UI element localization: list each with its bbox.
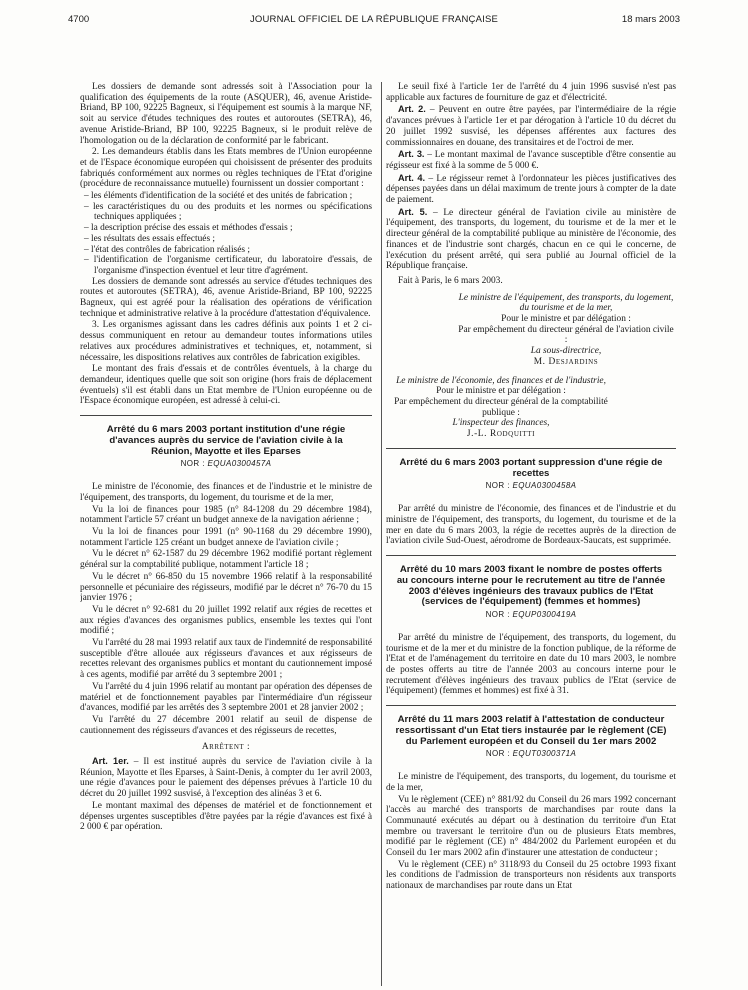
arrete-title: Arrêté du 10 mars 2003 fixant le nombre de postes offerts au concours interne pour le recrutement au titre de l'année 2003 d'élèves ingénieurs des travaux publics de l'Etat (services de l'équipement) (femmes et hommes) (396, 563, 666, 608)
nor-reference (386, 749, 676, 760)
paragraph: Le ministre de l'économie, des finances et de l'industrie et le ministre de l'équipement, des transports, du logement, du tourisme et de la mer, (80, 482, 372, 503)
paragraph: 3. Les organismes agissant dans les cadres définis aux points 1 et 2 ci-dessus communiquent en retour au demandeur toutes informations utiles relatives aux procédures administratives et techniques, et, notamment, si nécessaire, les dispositions relatives aux contrôles de fabrication exigibles. (80, 320, 372, 363)
arretent-heading: Arrêtent : (201, 742, 251, 753)
section-separator (386, 705, 676, 706)
paragraph: Par arrêté du ministre de l'économie, des finances et de l'industrie et du ministre de l'équipement, des transports, du logement, du tourisme et de la mer en date du 6 mars 2003, la régie de recettes auprès de la direction de l'aviation civile Sud-Ouest, aérodrome de Bordeaux-Saucats, est supprimée. (386, 504, 676, 547)
paragraph: Vu l'arrêté du 27 décembre 2001 relatif au seuil de dispense de cautionnement des régisseurs d'avances et des régisseurs de recettes, (80, 714, 372, 736)
article-paragraph (386, 207, 676, 272)
list-item: – l'état des contrôles de fabrication réalisés ; (80, 245, 372, 256)
list-item: – l'identification de l'organisme certificateur, du laboratoire d'essais, de l'organisme d'inspection éventuel et leur titre d'agrément. (80, 255, 372, 276)
signature-line: Pour le ministre et par délégation : (436, 386, 566, 397)
signatory-minister: Le ministre de l'équipement, des transports, du logement, du tourisme et de la mer, (458, 292, 674, 314)
signature-line: Pour le ministre et par délégation : (501, 314, 631, 325)
article-label: Art. 1er. (92, 756, 129, 767)
section-separator (386, 448, 676, 449)
article-text: – Le montant maximal de l'avance susceptible d'être consentie au régisseur est fixé à la somme de 5 000 €. (386, 150, 676, 171)
nor-label: NOR : (180, 459, 205, 469)
nor-code: EQUA0300457A (207, 459, 272, 469)
nor-code: EQUT0300371A (512, 749, 577, 759)
signatory-name: M. Desjardins (533, 356, 599, 367)
article-paragraph (386, 173, 676, 206)
arrete-title: Arrêté du 11 mars 2003 relatif à l'attestation de conducteur ressortissant d'un Etat tiers instaurée par le règlement (CE) du Parlement européen et du Conseil du 1er mars 2002 (395, 714, 667, 747)
paragraph: Par arrêté du ministre de l'équipement, des transports, du logement, du tourisme et de la mer et du ministre de la fonction publique, de la réforme de l'Etat et de l'aménagement du territoire en date du 10 mars 2003, le nombre de postes offerts au titre de l'année 2003 au concours interne pour le recrutement d'élèves ingénieurs des travaux publics de l'Etat (service de l'équipement) (femmes et hommes) est fixé à 31. (386, 632, 676, 697)
nor-label: NOR : (485, 749, 511, 759)
signatory-role: L'inspecteur des finances, (452, 418, 550, 429)
article-text: – Le directeur général de l'aviation civile au ministère de l'équipement, des transports, du logement, du tourisme et de la mer et le directeur général de la comptabilité publique au ministère de l'économie, des finances et de l'industrie sont chargés, chacun en ce qui le concerne, de l'exécution du présent arrêté, qui sera publié au Journal officiel de la République française. (386, 207, 676, 272)
paragraph: Vu l'arrêté du 28 mai 1993 relatif aux taux de l'indemnité de responsabilité susceptible d'être allouée aux régisseurs d'avances et aux régisseurs de recettes relevant des organismes publics et montant du cautionnement imposé à ces agents, modifié par arrêté du 3 septembre 2001 ; (80, 638, 372, 681)
column-divider (381, 82, 382, 986)
list-item: – les éléments d'identification de la société et des unités de fabrication ; (80, 191, 372, 202)
signatory-name: J.-L. Rodquitti (466, 429, 536, 440)
signatory-minister: Le ministre de l'économie, des finances et de l'industrie, (396, 375, 606, 386)
place-date: Fait à Paris, le 6 mars 2003. (398, 275, 503, 286)
paragraph: Vu la loi de finances pour 1985 (n° 84-1208 du 29 décembre 1984), notamment l'article 57 créant un budget annexe de la navigation aérienne ; (80, 504, 372, 526)
nor-label: NOR : (485, 481, 510, 491)
paragraph: Le montant maximal des dépenses de matériel et de fonctionnement et dépenses urgentes susceptibles d'être payées par la régie d'avances est fixé à 2 000 € par opération. (80, 800, 372, 833)
paragraph: Vu le décret n° 92-681 du 20 juillet 1992 relatif aux régies de recettes et aux régies d'avances des organismes publics, ensemble les textes qui l'ont modifié ; (80, 604, 372, 637)
page-number: 4700 (68, 14, 90, 25)
paragraph: Vu le règlement (CEE) n° 3118/93 du Conseil du 25 octobre 1993 fixant les conditions de l'admission de transporteurs non résidents aux transports nationaux de marchandises par route dans un Etat (386, 859, 676, 892)
article-label: Art. 3. (398, 149, 425, 160)
nor-reference (80, 459, 372, 470)
article-paragraph (386, 104, 676, 148)
signature-line: Par empêchement du directeur général de l'aviation civile : (458, 324, 674, 346)
journal-title: JOURNAL OFFICIEL DE LA RÉPUBLIQUE FRANÇAISE (249, 14, 499, 25)
paragraph: Le ministre de l'équipement, des transports, du logement, du tourisme et de la mer, (386, 772, 676, 793)
issue-date: 18 mars 2003 (621, 14, 680, 25)
paragraph: Les dossiers de demande sont adressés au service d'études techniques des routes et autoroutes (SETRA), 46, avenue Aristide-Briand, BP 100, 92225 Bagneux, qui est agréé pour la réalisation des opérations de vérification technique et administrative relative à la procédure d'attestation d'équivalence. (80, 276, 372, 319)
article-paragraph (386, 149, 676, 171)
paragraph: Le seuil fixé à l'article 1er de l'arrêté du 4 juin 1996 susvisé n'est pas applicable aux factures de fourniture de gaz et d'électricité. (386, 82, 676, 103)
paragraph: Vu le décret n° 66-850 du 15 novembre 1966 relatif à la responsabilité personnelle et pécuniaire des régisseurs, modifié par le décret n° 76-70 du 15 janvier 1976 ; (80, 571, 372, 604)
paragraph: Vu l'arrêté du 4 juin 1996 relatif au montant par opération des dépenses de matériel et de fonctionnement payables par l'intermédiaire d'un régisseur d'avances, modifié par les arrêtés des 3 septembre 2001 et 28 janvier 2002 ; (80, 681, 372, 714)
paragraph: Le montant des frais d'essais et de contrôles éventuels, à la charge du demandeur, identiques quelle que soit son origine (hors frais de déplacement éventuels) s'il est établi dans un Etat membre de l'Union européenne ou de l'Espace économique européen, est adressé à celui-ci. (80, 364, 372, 407)
paragraph: Vu la loi de finances pour 1991 (n° 90-1168 du 29 décembre 1990), notamment l'article 125 créant un budget annexe de l'aviation civile ; (80, 527, 372, 548)
article-text: – Le régisseur remet à l'ordonnateur les pièces justificatives des dépenses payées dans un délai maximum de trente jours à compter de la date de paiement. (386, 173, 676, 206)
list-item: – les résultats des essais effectués ; (80, 234, 372, 245)
article-text: – Il est institué auprès du service de l'aviation civile à la Réunion, Mayotte et îles Eparses, à Saint-Denis, à compter du 1er avril 2003, une régie d'avances pour le paiement des dépenses prévues à l'article 10 du décret du 20 juillet 1992 susvisé, à l'exception des alinéas 3 et 6. (80, 757, 372, 800)
list-item: – la description précise des essais et méthodes d'essais ; (80, 223, 372, 234)
requirements-list (80, 191, 372, 277)
signatory-role: La sous-directrice, (530, 346, 602, 357)
signature-line: Par empêchement du directeur général de la comptabilité publique : (394, 396, 608, 418)
paragraph: Vu le décret n° 62-1587 du 29 décembre 1962 modifié portant règlement général sur la comptabilité publique, notamment l'article 18 ; (80, 549, 372, 571)
nor-reference (386, 481, 676, 492)
arrete-title: Arrêté du 6 mars 2003 portant institution d'une régie d'avances auprès du service de l'aviation civile à la Réunion, Mayotte et îles Eparses (106, 424, 346, 457)
nor-label: NOR : (485, 610, 510, 620)
list-item: – les caractéristiques du ou des produits et les normes ou spécifications techniques appliquées ; (80, 202, 372, 223)
article-label: Art. 2. (398, 104, 426, 115)
paragraph: Les dossiers de demande sont adressés soit à l'Association pour la qualification des équipements de la route (ASQUER), 46, avenue Aristide-Briand, BP 100, 92225 Bagneux, si l'équipement est soumis à la marque NF, soit au service d'études techniques des routes et autoroutes (SETRA), 46, avenue Aristide-Briand, BP 100, 92225 Bagneux, si le produit relève de l'homologation ou de la déclaration de conformité par le fabricant. (80, 82, 372, 146)
article-label: Art. 5. (398, 206, 428, 217)
nor-code: EQUP0300419A (512, 610, 577, 620)
paragraph: 2. Les demandeurs établis dans les Etats membres de l'Union européenne et de l'Espace économique européen qui choisissent de présenter des produits fabriqués conformément aux normes ou règles techniques de l'Etat d'origine (procédure de reconnaissance mutuelle) fournissent un dossier comportant : (80, 147, 372, 190)
arrete-title: Arrêté du 6 mars 2003 portant suppression d'une régie de recettes (399, 456, 663, 479)
left-column (80, 82, 372, 986)
article-text: – Peuvent en outre être payées, par l'intermédiaire de la régie d'avances prévues à l'article 1er et par dérogation à l'article 10 du décret du 20 juillet 1992 susvisé, les dépenses afférentes aux factures des commissionnaires en douane, des transitaires et de l'octroi de mer. (386, 105, 676, 148)
signature-block (456, 293, 676, 368)
right-column (386, 82, 676, 986)
nor-code: EQUA0300458A (512, 481, 577, 491)
nor-reference (386, 610, 676, 621)
running-header (68, 10, 680, 26)
article-paragraph (80, 756, 372, 800)
article-label: Art. 4. (398, 172, 426, 183)
section-separator (386, 555, 676, 556)
paragraph: Vu le règlement (CEE) n° 881/92 du Conseil du 26 mars 1992 concernant l'accès au marché des transports de marchandises par route dans la Communauté exécutés au départ ou à destination du territoire d'un Etat membre ou traversant le territoire d'un ou de plusieurs Etats membres, modifié par le règlement (CE) n° 484/2002 du Parlement européen et du Conseil du 1er mars 2002 afin d'instaurer une attestation de conducteur ; (386, 794, 676, 859)
section-separator (80, 415, 372, 416)
signature-block (386, 376, 616, 440)
